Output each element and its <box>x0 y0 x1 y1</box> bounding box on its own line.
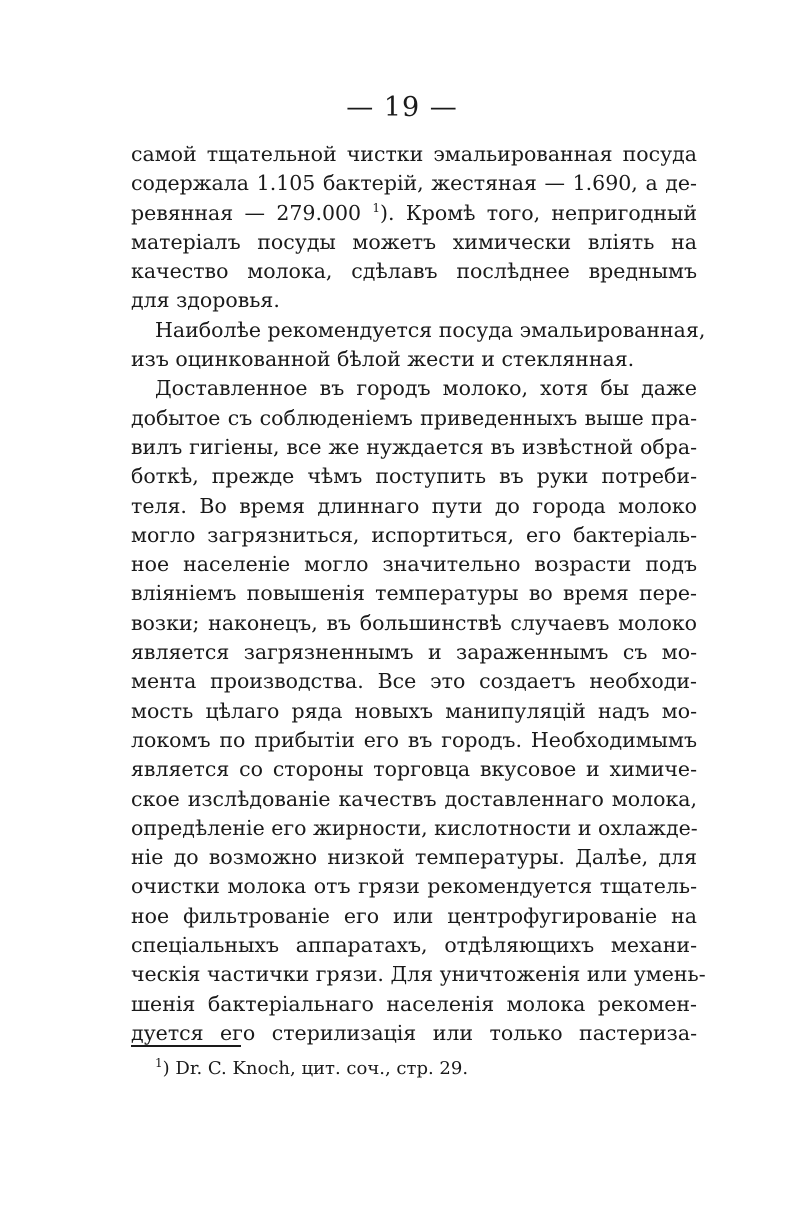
text-line: боткѣ, прежде чѣмъ поступить въ руки потреби- <box>131 464 697 489</box>
text-line: ское изслѣдованіе качествъ доставленнаго молока, <box>131 786 697 811</box>
text-line: спеціальныхъ аппаратахъ, отдѣляющихъ механи- <box>131 933 697 958</box>
text-line: самой тщательной чистки эмальированная посуда <box>131 142 697 166</box>
text-line: является со стороны торговца вкусовое и химиче- <box>131 757 697 782</box>
body-text <box>131 140 706 1048</box>
text-line: дуется его стерилизація или только пастериза- <box>131 1020 697 1045</box>
footnote-divider <box>131 1045 241 1047</box>
text-line: качество молока, сдѣлавъ послѣднее вреднымъ <box>131 259 697 284</box>
text-line: добытое съ соблюденіемъ приведенныхъ выше пра- <box>131 405 697 430</box>
footnote-ref-marker: 1 <box>372 200 381 215</box>
text-line: Наиболѣе рекомендуется посуда эмальированная, <box>155 317 706 342</box>
footnote <box>155 1058 468 1079</box>
text-line: возки; наконецъ, въ большинствѣ случаевъ молоко <box>131 610 697 635</box>
text-line: Доставленное въ городъ молоко, хотя бы даже <box>155 376 697 401</box>
text-line: вліяніемъ повышенія температуры во время пере- <box>131 581 697 606</box>
text-line: шенія бактеріальнаго населенія молока рекомен- <box>131 991 697 1016</box>
text-line: ное фильтрованіе его или центрофугированіе на <box>131 903 697 928</box>
text-line: является загрязненнымъ и зараженнымъ съ мо- <box>131 640 697 665</box>
text-line: локомъ по прибытіи его въ городъ. Необходимымъ <box>131 727 697 752</box>
text-line: ческія частички грязи. Для уничтоженія или умень- <box>131 962 706 987</box>
text-line: ніе до возможно низкой температуры. Далѣе, для <box>131 845 697 870</box>
text-line: содержала 1.105 бактерій, жестяная — 1.690, а де- <box>131 171 697 196</box>
text-line: матеріалъ посуды можетъ химически влiять на <box>131 229 697 254</box>
text-line: для здоровья. <box>131 288 280 313</box>
text-line: могло загрязниться, испортиться, его бактеріаль- <box>131 522 697 547</box>
text-line: мость цѣлаго ряда новыхъ манипуляцій надъ мо- <box>131 698 697 723</box>
footnote-text: ) Dr. C. Knoch, цит. соч., стр. 29. <box>162 1058 469 1079</box>
text-line: изъ оцинкованной бѣлой жести и стеклянная. <box>131 347 635 372</box>
text-line: вилъ гигіены, все же нуждается въ извѣстной обра- <box>131 434 697 459</box>
text-line: очистки молока отъ грязи рекомендуется тщатель- <box>131 874 697 899</box>
text-line-part: ревянная — 279.000 <box>131 200 362 225</box>
text-line: мента производства. Все это создаетъ необходи- <box>131 669 697 694</box>
text-line-part: ). Кромѣ того, непригодный <box>380 200 697 225</box>
text-line: ное населеніе могло значительно возрасти подъ <box>131 552 697 577</box>
text-line-with-footnote-ref <box>131 199 697 228</box>
text-line: теля. Во время длиннаго пути до города молоко <box>131 493 697 518</box>
text-line: опредѣленіе его жирности, кислотности и охлажде- <box>131 815 698 840</box>
footnote-marker: 1 <box>155 1056 163 1070</box>
page-number: — 19 — <box>346 92 458 123</box>
